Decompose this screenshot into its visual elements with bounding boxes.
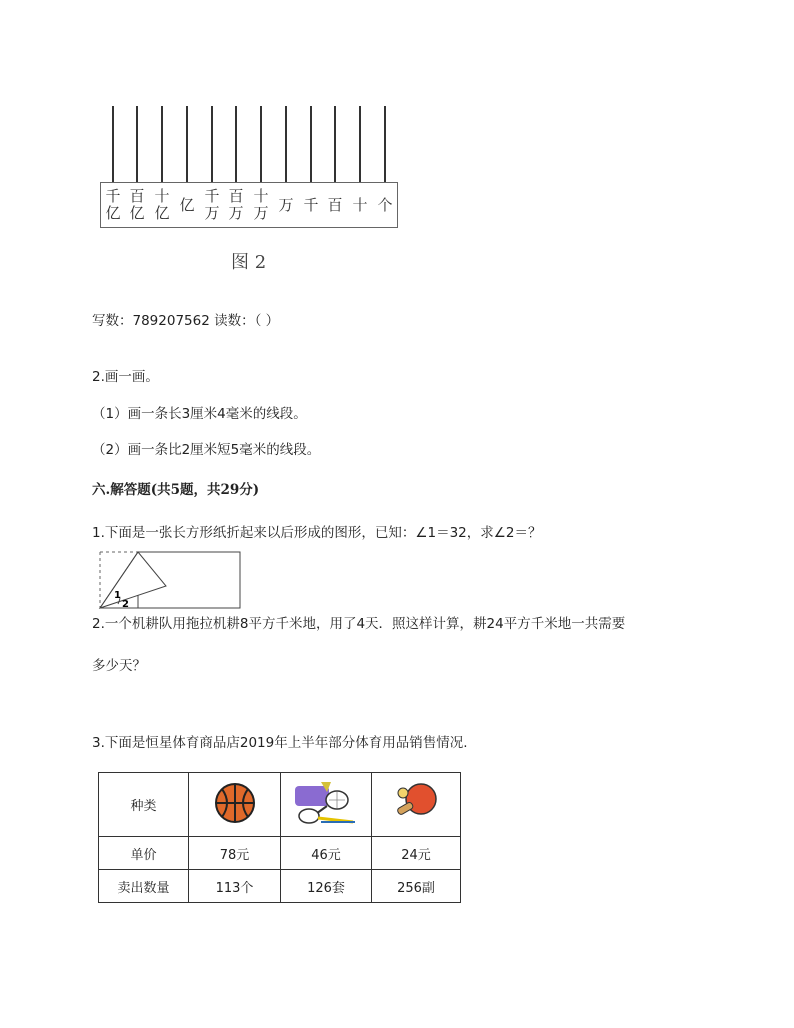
place-label: 百 [327, 196, 343, 214]
place-label: 十 万 [253, 187, 269, 222]
row-label: 卖出数量 [99, 870, 189, 903]
sales-table [98, 772, 461, 903]
badminton-set-icon [291, 778, 361, 828]
basketball-icon [213, 781, 257, 825]
row-label: 种类 [99, 773, 189, 837]
abacus-rod [359, 106, 361, 184]
quantity-cell: 113个 [189, 870, 281, 903]
s6-q2-line1: 2.一个机耕队用拖拉机耕8平方千米地，用了4天．照这样计算，耕24平方千米地一共需要 [92, 616, 626, 632]
folded-triangle [100, 552, 166, 608]
place-label: 亿 [179, 196, 195, 214]
place-label: 千 [303, 196, 319, 214]
section-title: 六.解答题(共5题，共29分) [92, 482, 260, 498]
place-label: 千 亿 [105, 187, 121, 222]
table-row [99, 773, 461, 837]
s6-q2-line2: 多少天？ [92, 658, 146, 674]
folded-paper-figure [96, 548, 246, 612]
ping-pong-paddle-icon [391, 781, 441, 825]
abacus-rod [310, 106, 312, 184]
quantity-cell: 126套 [281, 870, 372, 903]
figure-caption: 图 2 [231, 252, 267, 273]
abacus-rod [285, 106, 287, 184]
angle-2-label: 2 [122, 599, 129, 610]
abacus-rod [186, 106, 188, 184]
price-cell: 78元 [189, 837, 281, 870]
place-label: 百 万 [228, 187, 244, 222]
table-row [99, 870, 461, 903]
s6-q1-text: 1.下面是一张长方形纸折起来以后形成的图形，已知：∠1＝32，求∠2＝？ [92, 525, 542, 541]
abacus-rod [161, 106, 163, 184]
abacus-rod [211, 106, 213, 184]
place-label: 万 [278, 196, 294, 214]
basketball-cell [189, 773, 281, 837]
abacus-rod [235, 106, 237, 184]
abacus-rod [136, 106, 138, 184]
abacus-rod [112, 106, 114, 184]
abacus-figure [94, 98, 404, 278]
q2-item2: （2）画一条比2厘米短5毫米的线段。 [92, 442, 321, 458]
place-label: 千 万 [204, 187, 220, 222]
abacus-rod [384, 106, 386, 184]
q2-title: 2.画一画。 [92, 369, 159, 385]
badminton-cell [281, 773, 372, 837]
s6-q3-text: 3.下面是恒星体育商品店2019年上半年部分体育用品销售情况. [92, 735, 468, 751]
row-label: 单价 [99, 837, 189, 870]
place-label: 百 亿 [129, 187, 145, 222]
q2-item1: （1）画一条长3厘米4毫米的线段。 [92, 406, 307, 422]
table-row [99, 837, 461, 870]
place-label: 十 亿 [154, 187, 170, 222]
write-read-question: 写数：789207562 读数：（ ） [92, 313, 280, 329]
pingpong-cell [372, 773, 461, 837]
abacus-rod [260, 106, 262, 184]
abacus-rod [334, 106, 336, 184]
place-label: 个 [377, 196, 393, 214]
quantity-cell: 256副 [372, 870, 461, 903]
angle-1-label: 1 [114, 590, 121, 601]
price-cell: 46元 [281, 837, 372, 870]
price-cell: 24元 [372, 837, 461, 870]
place-label: 十 [352, 196, 368, 214]
